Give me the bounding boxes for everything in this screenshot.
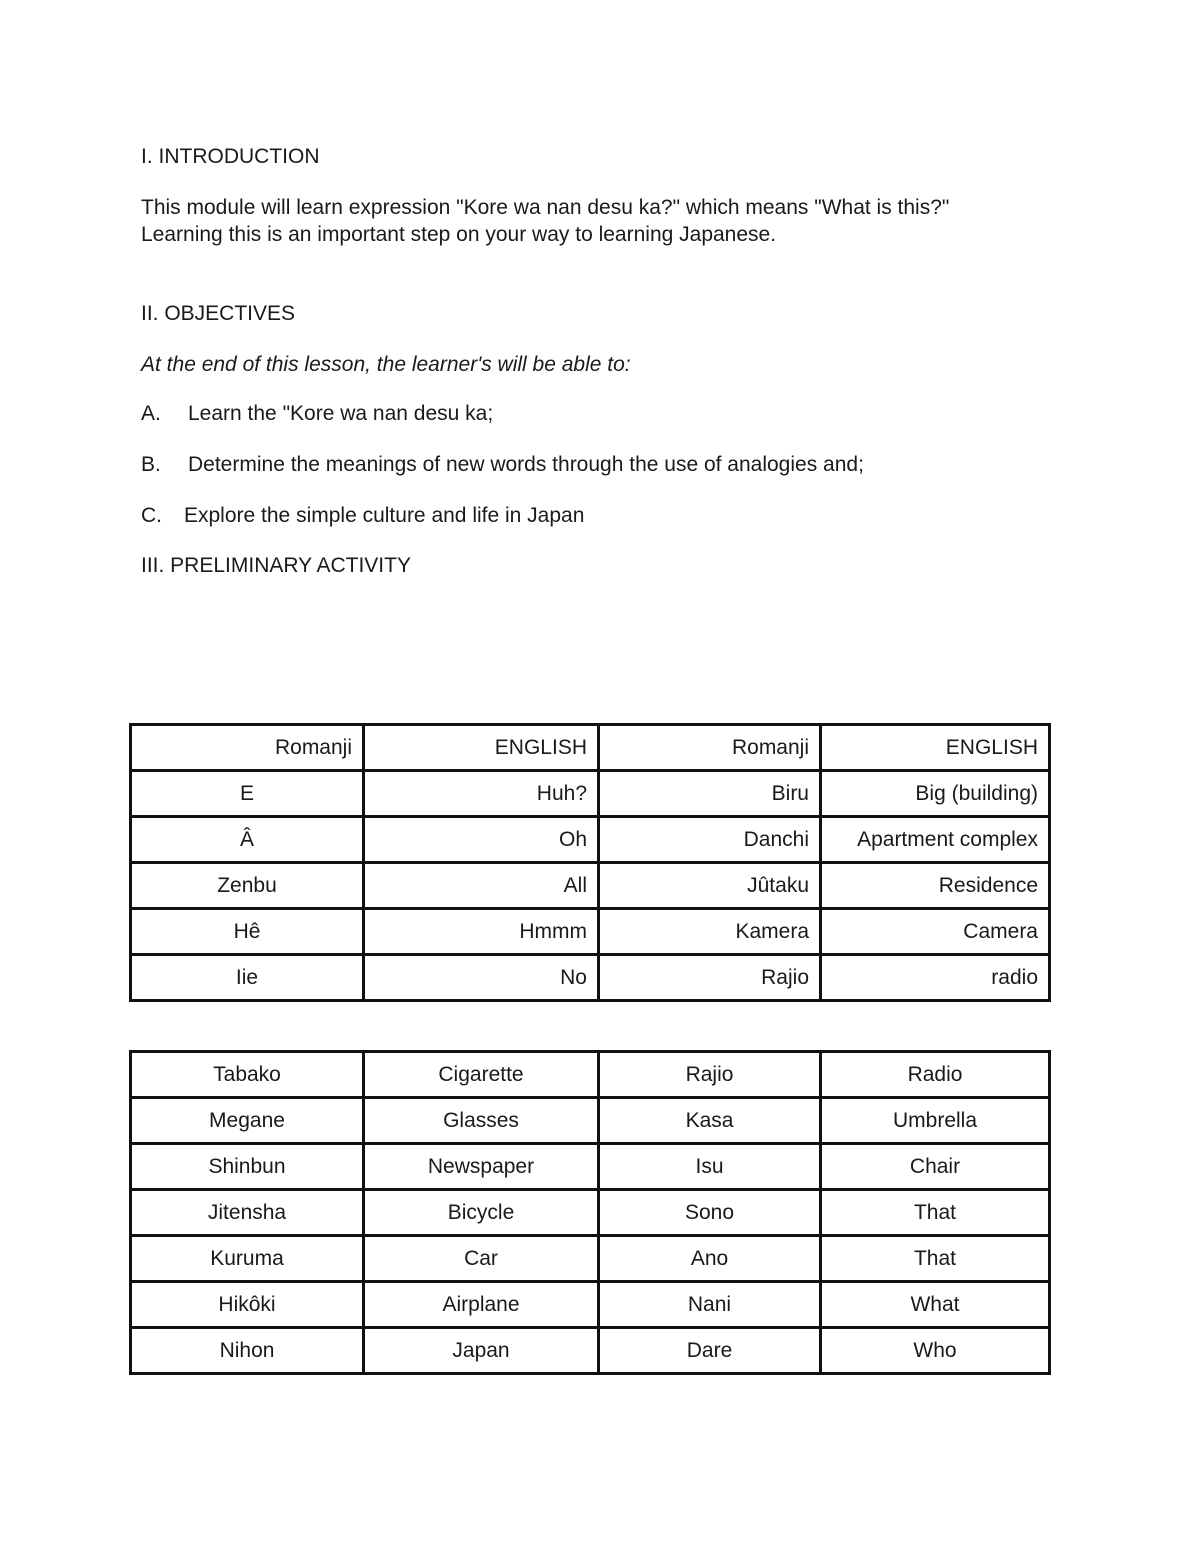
table-cell: Romanji xyxy=(599,725,821,771)
table-cell: Hmmm xyxy=(364,909,599,955)
vocabulary-table-2 xyxy=(129,1050,1051,1375)
table-cell: Japan xyxy=(364,1328,599,1374)
table-cell: Kuruma xyxy=(131,1236,364,1282)
table-cell: ENGLISH xyxy=(364,725,599,771)
table-row xyxy=(131,863,1050,909)
table-cell: That xyxy=(821,1236,1050,1282)
table-cell: Tabako xyxy=(131,1052,364,1098)
table-row xyxy=(131,817,1050,863)
table-cell: Big (building) xyxy=(821,771,1050,817)
table-cell: Kamera xyxy=(599,909,821,955)
table-cell: Jitensha xyxy=(131,1190,364,1236)
table-row xyxy=(131,1328,1050,1374)
table-row xyxy=(131,1282,1050,1328)
table-cell: Hê xyxy=(131,909,364,955)
objective-text: Explore the simple culture and life in Japan xyxy=(184,504,585,527)
introduction-line-1: This module will learn expression "Kore wa nan desu ka?" which means "What is this?" xyxy=(141,196,950,219)
table-row xyxy=(131,1098,1050,1144)
objective-text: Learn the "Kore wa nan desu ka; xyxy=(188,402,494,425)
table-cell: Nani xyxy=(599,1282,821,1328)
objectives-heading: II. OBJECTIVES xyxy=(141,302,296,325)
table-cell: Â xyxy=(131,817,364,863)
table-cell: All xyxy=(364,863,599,909)
table-row xyxy=(131,909,1050,955)
table-cell: Iie xyxy=(131,955,364,1001)
introduction-heading: I. INTRODUCTION xyxy=(141,145,320,168)
table-cell: Car xyxy=(364,1236,599,1282)
table-cell: Shinbun xyxy=(131,1144,364,1190)
table-cell: Newspaper xyxy=(364,1144,599,1190)
table-cell: ENGLISH xyxy=(821,725,1050,771)
table-row xyxy=(131,955,1050,1001)
table-row xyxy=(131,771,1050,817)
table-cell: Huh? xyxy=(364,771,599,817)
objective-item-a xyxy=(141,400,493,427)
table-cell: Jûtaku xyxy=(599,863,821,909)
table-cell: Nihon xyxy=(131,1328,364,1374)
table-cell: Bicycle xyxy=(364,1190,599,1236)
table-cell: Sono xyxy=(599,1190,821,1236)
table-cell: Glasses xyxy=(364,1098,599,1144)
table-cell: Cigarette xyxy=(364,1052,599,1098)
table-cell: Rajio xyxy=(599,955,821,1001)
table-row xyxy=(131,1236,1050,1282)
table-cell: Biru xyxy=(599,771,821,817)
preliminary-activity-heading: III. PRELIMINARY ACTIVITY xyxy=(141,554,411,577)
table-cell: Airplane xyxy=(364,1282,599,1328)
table-cell: Kasa xyxy=(599,1098,821,1144)
table-cell: Danchi xyxy=(599,817,821,863)
objective-letter: C. xyxy=(141,504,162,527)
objective-letter: A. xyxy=(141,402,161,425)
table-row xyxy=(131,1144,1050,1190)
table-cell: Apartment complex xyxy=(821,817,1050,863)
table-cell: No xyxy=(364,955,599,1001)
table-row xyxy=(131,1052,1050,1098)
table-cell: Rajio xyxy=(599,1052,821,1098)
table-cell: Hikôki xyxy=(131,1282,364,1328)
table-cell: That xyxy=(821,1190,1050,1236)
table-row xyxy=(131,1190,1050,1236)
table-cell: Radio xyxy=(821,1052,1050,1098)
objective-text: Determine the meanings of new words through the use of analogies and; xyxy=(188,453,864,476)
objectives-lead: At the end of this lesson, the learner's will be able to: xyxy=(141,353,631,376)
table-cell: radio xyxy=(821,955,1050,1001)
table-cell: Dare xyxy=(599,1328,821,1374)
objective-item-b xyxy=(141,451,864,478)
table-cell: What xyxy=(821,1282,1050,1328)
table-cell: Isu xyxy=(599,1144,821,1190)
table-cell: Camera xyxy=(821,909,1050,955)
table-cell: E xyxy=(131,771,364,817)
table-cell: Chair xyxy=(821,1144,1050,1190)
table-cell: Who xyxy=(821,1328,1050,1374)
vocabulary-table-1 xyxy=(129,723,1051,1002)
table-row xyxy=(131,725,1050,771)
table-cell: Megane xyxy=(131,1098,364,1144)
introduction-line-2: Learning this is an important step on your way to learning Japanese. xyxy=(141,223,777,246)
table-cell: Ano xyxy=(599,1236,821,1282)
objective-letter: B. xyxy=(141,453,161,476)
table-cell: Zenbu xyxy=(131,863,364,909)
objective-item-c xyxy=(141,502,584,529)
table-cell: Oh xyxy=(364,817,599,863)
table-cell: Romanji xyxy=(131,725,364,771)
table-cell: Umbrella xyxy=(821,1098,1050,1144)
table-cell: Residence xyxy=(821,863,1050,909)
